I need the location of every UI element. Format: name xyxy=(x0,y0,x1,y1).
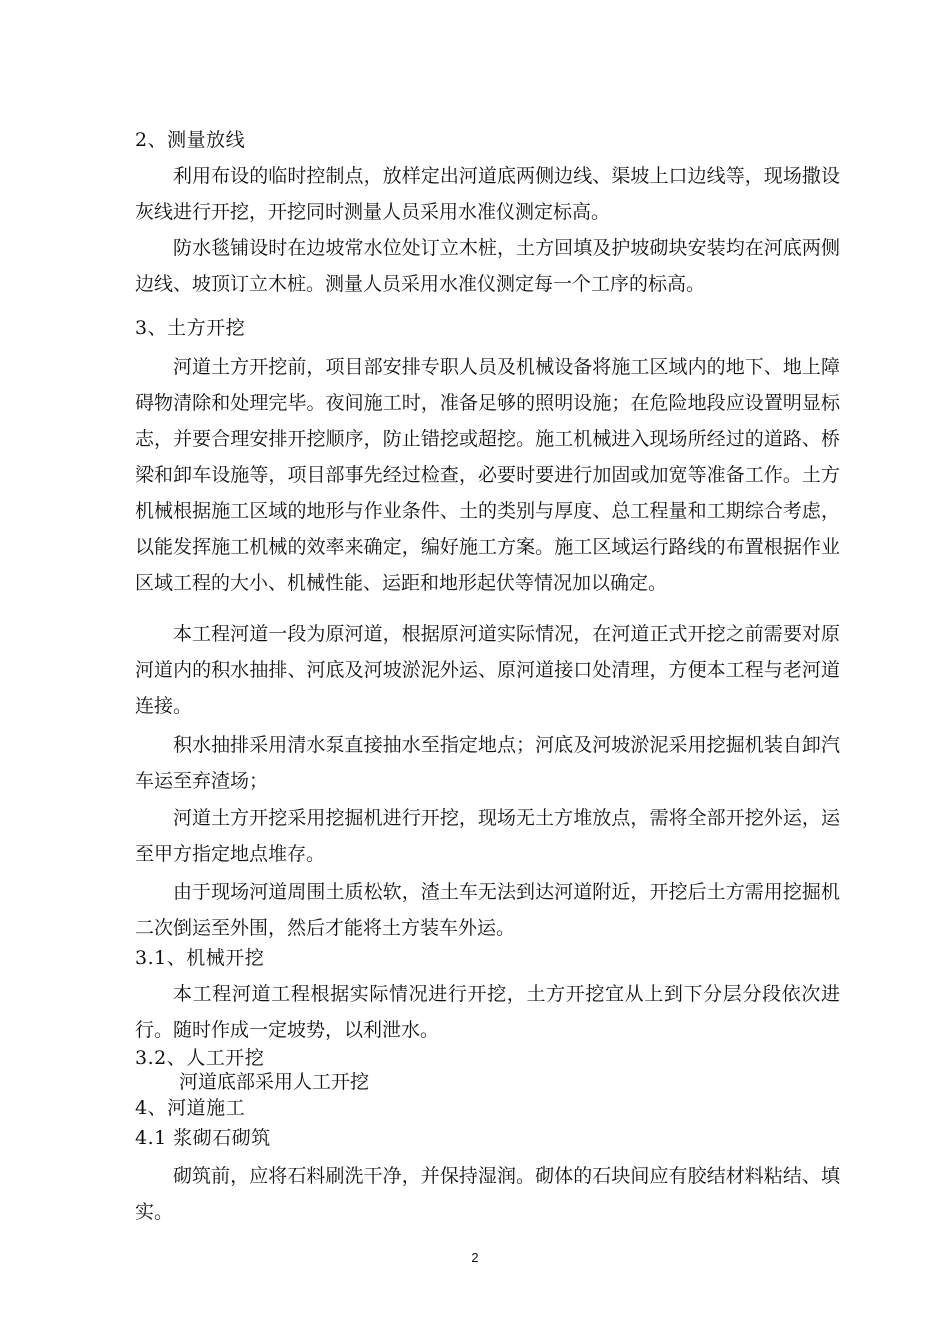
heading-manual-excavation: 3.2、人工开挖 xyxy=(135,1047,265,1069)
heading-earthwork-excavation: 3、土方开挖 xyxy=(135,317,246,339)
paragraph-manual-excavation: 河道底部采用人工开挖 xyxy=(179,1071,370,1093)
paragraph-earthwork-2: 本工程河道一段为原河道，根据原河道实际情况，在河道正式开挖之前需要对原河道内的积水抽排、河底及河坡淤泥外运、原河道接口处清理，方便本工程与老河道连接。 xyxy=(135,623,840,717)
paragraph-earthwork-5: 由于现场河道周围土质松软，渣土车无法到达河道附近，开挖后土方需用挖掘机二次倒运至外围，然后才能将土方装车外运。 xyxy=(135,881,840,939)
paragraph-earthwork-1: 河道土方开挖前，项目部安排专职人员及机械设备将施工区域内的地下、地上障碍物清除和处理完毕。夜间施工时，准备足够的照明设施；在危险地段应设置明显标志，并要合理安排开挖顺序，防止错挖或超挖。施工机械进入现场所经过的道路、桥梁和卸车设施等，项目部事先经过检查，必要时要进行加固或加宽等准备工作。土方机械根据施工区域的地形与作业条件、土的类别与厚度、总工程量和工期综合考虑，以能发挥施工机械的效率来确定，编好施工方案。施工区域运行路线的布置根据作业区域工程的大小、机械性能、运距和地形起伏等情况加以确定。 xyxy=(135,356,840,594)
heading-mechanical-excavation: 3.1、机械开挖 xyxy=(135,947,265,969)
heading-mortar-masonry: 4.1 浆砌石砌筑 xyxy=(135,1127,271,1149)
paragraph-mortar-masonry: 砌筑前，应将石料刷洗干净，并保持湿润。砌体的石块间应有胶结材料粘结、填实。 xyxy=(135,1165,840,1223)
paragraph-earthwork-4: 河道土方开挖采用挖掘机进行开挖，现场无土方堆放点，需将全部开挖外运，运至甲方指定地点堆存。 xyxy=(135,807,840,865)
page-number: 2 xyxy=(471,1250,479,1265)
paragraph-survey-1: 利用布设的临时控制点，放样定出河道底两侧边线、渠坡上口边线等，现场撒设灰线进行开挖，开挖同时测量人员采用水准仪测定标高。 xyxy=(135,165,840,223)
paragraph-survey-2: 防水毯铺设时在边坡常水位处订立木桩，土方回填及护坡砌块安装均在河底两侧边线、坡顶订立木桩。测量人员采用水准仪测定每一个工序的标高。 xyxy=(135,237,840,295)
paragraph-earthwork-3: 积水抽排采用清水泵直接抽水至指定地点；河底及河坡淤泥采用挖掘机装自卸汽车运至弃渣场； xyxy=(135,734,840,792)
paragraph-mechanical-excavation: 本工程河道工程根据实际情况进行开挖，土方开挖宜从上到下分层分段依次进行。随时作成一定坡势，以利泄水。 xyxy=(135,983,840,1041)
heading-survey-layout: 2、测量放线 xyxy=(135,129,246,151)
heading-river-construction: 4、河道施工 xyxy=(135,1097,246,1119)
